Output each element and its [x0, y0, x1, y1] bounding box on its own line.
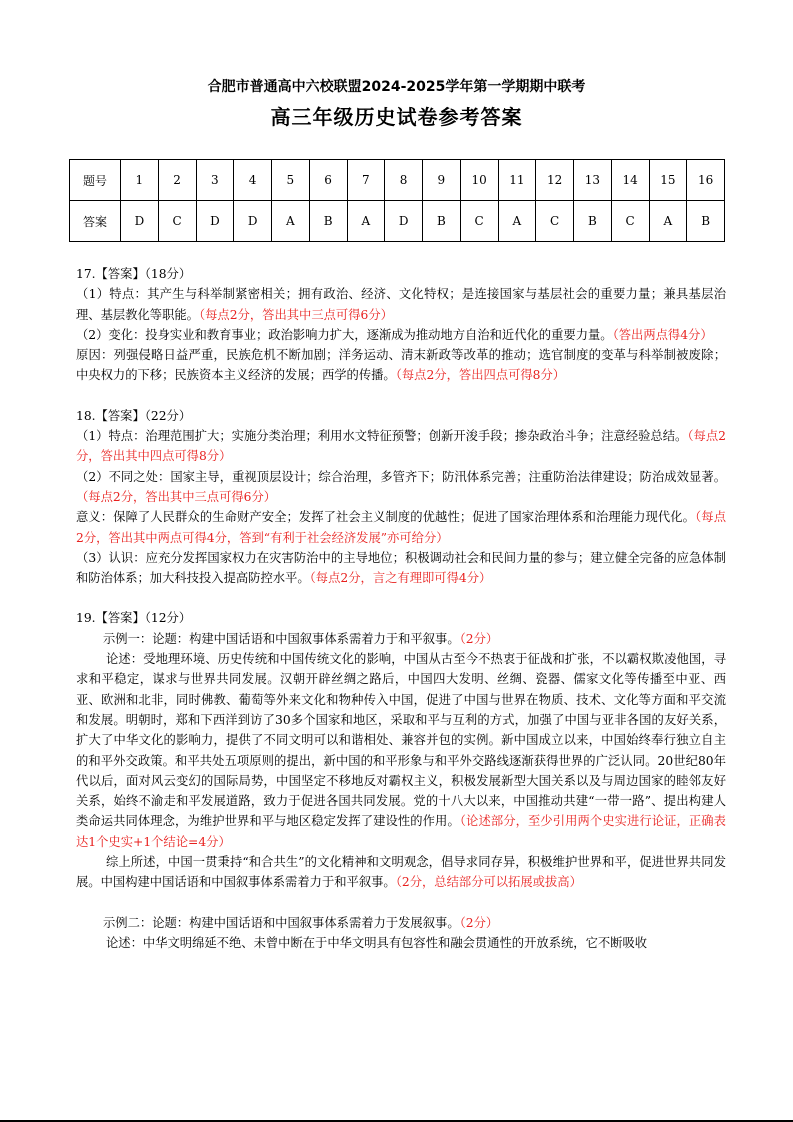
q19-example1-conclusion-scoring: （2分，总结部分可以拓展或拔高） [395, 875, 582, 890]
answer-cell: B [574, 201, 612, 242]
question-number-cell: 1 [121, 160, 159, 201]
answer-cell: D [234, 201, 272, 242]
question-number-label: 题号 [70, 160, 121, 201]
q18-part2-scoring: （每点2分，答出其中三点可得6分） [76, 489, 277, 504]
answer-cell: A [498, 201, 536, 242]
q17-part3-scoring: （每点2分，答出四点可得8分） [395, 368, 566, 383]
q19-example1-conclusion: 综上所述，中国一贯秉持“和合共生”的文化精神和文明观念，倡导求同存异，积极维护世界和平，促进世界共同发展。中国构建中国话语和中国叙事体系需着力于和平叙事。（2分，总结部分可以拓展或拔高） [76, 855, 726, 890]
answer-cell: C [536, 201, 574, 242]
q18-part1-scoring: （每点2分，答出其中四点可得8分） [76, 429, 726, 464]
q18-part4-scoring: （每点2分，言之有理即可得4分） [309, 571, 492, 586]
q19-example2-thesis-scoring: （2分） [459, 915, 499, 930]
q18-part3: 意义：保障了人民群众的生命财产安全；发挥了社会主义制度的优越性；促进了国家治理体系和治理能力现代化。（每点2分，答出其中两点可得4分，答到“有利于社会经济发展”亦可给分） [76, 510, 726, 545]
q18-part1: （1）特点：治理范围扩大；实施分类治理；利用水文特征预警；创新开浚手段；掺杂政治斗争；注意经验总结。（每点2分，答出其中四点可得8分） [76, 429, 726, 464]
question-number-cell: 7 [347, 160, 385, 201]
q18-heading: 18.【答案】（22分） [76, 408, 192, 423]
question-number-cell: 2 [158, 160, 196, 201]
answer-cell: B [423, 201, 461, 242]
q19-example1-thesis-scoring: （2分） [459, 631, 499, 646]
q18-part3-scoring: （每点2分，答出其中两点可得4分，答到“有利于社会经济发展”亦可给分） [76, 510, 726, 545]
question-number-cell: 6 [309, 160, 347, 201]
answer-cell: D [121, 201, 159, 242]
answer-table [69, 159, 725, 242]
answer-cell: A [347, 201, 385, 242]
q17-part2: （2）变化：投身实业和教育事业；政治影响力扩大，逐渐成为推动地方自治和近代化的重要力量。（答出两点得4分） [76, 327, 713, 342]
q18-part4: （3）认识：应充分发挥国家权力在灾害防治中的主导地位；积极调动社会和民间力量的参与；建立健全完备的应急体制和防治体系；加大科技投入提高防控水平。（每点2分，言之有理即可得4分） [76, 550, 726, 586]
answer-label: 答案 [70, 201, 121, 242]
answer-cell: A [272, 201, 310, 242]
answer-cell: C [460, 201, 498, 242]
q19-example1-thesis: 示例一：论题：构建中国话语和中国叙事体系需着力于和平叙事。（2分） [103, 631, 499, 646]
q18-part2: （2）不同之处：国家主导，重视顶层设计；综合治理，多管齐下；防汛体系完善；注重防治法律建设；防治成效显著。（每点2分，答出其中三点可得6分） [76, 469, 726, 504]
q19-example1-body: 论述：受地理环境、历史传统和中国传统文化的影响，中国从古至今不热衷于征战和扩张，不以霸权欺凌他国，寻求和平稳定，谋求与世界共同发展。汉朝开辟丝绸之路后，中国四大发明、丝绸、瓷器、儒家文化等传播至中亚、西亚、欧洲和北非，同时佛教、葡萄等外来文化和物种传入中国，促进了中国与世界在物质、技术、文化等方面和平交流和发展。明朝时，郑和下西洋到访了30多个国家和地区，采取和平与互利的方式，加强了中国与亚非各国的友好关系，扩大了中华文化的影响力，提供了不同文明可以和谐相处、兼容并包的实例。新中国成立以来，中国始终奉行独立自主的和平外交政策。和平共处五项原则的提出，新中国的和平形象与和平外交路线逐渐获得世界的广泛认同。20世纪80年代以后，面对风云变幻的国际局势，中国坚定不移地反对霸权主义，积极发展新型大国关系以及与周边国家的睦邻友好关系，始终不渝走和平发展道路，致力于促进各国共同发展。党的十八大以来，中国推动共建“一带一路”、提出构建人类命运共同体理念，为维护世界和平与地区稳定发挥了建设性的作用。（论述部分，至少引用两个史实进行论证，正确表达1个史实+1个结论=4分） [76, 652, 726, 849]
q19-example2-thesis: 示例二：论题：构建中国话语和中国叙事体系需着力于发展叙事。（2分） [103, 915, 499, 930]
question-number-cell: 5 [272, 160, 310, 201]
q17-part1: （1）特点：其产生与科举制紧密相关；拥有政治、经济、文化特权；是连接国家与基层社会的重要力量；兼具基层治理、基层教化等职能。（每点2分，答出其中三点可得6分） [76, 287, 726, 322]
question-number-cell: 15 [649, 160, 687, 201]
question-number-cell: 11 [498, 160, 536, 201]
question-number-cell: 10 [460, 160, 498, 201]
question-number-cell: 16 [687, 160, 725, 201]
question-number-cell: 9 [423, 160, 461, 201]
answer-cell: C [158, 201, 196, 242]
answer-key-title: 高三年级历史试卷参考答案 [270, 105, 523, 129]
question-number-cell: 14 [611, 160, 649, 201]
answer-cell: D [196, 201, 234, 242]
q19-example2-body: 论述：中华文明绵延不绝、未曾中断在于中华文明具有包容性和融会贯通性的开放系统，它不断吸收 [106, 935, 648, 950]
answer-row [70, 201, 725, 242]
answer-cell: C [611, 201, 649, 242]
question-number-cell: 3 [196, 160, 234, 201]
question-number-cell: 12 [536, 160, 574, 201]
answer-content [76, 264, 726, 953]
q19-heading: 19.【答案】（12分） [76, 611, 192, 626]
exam-title: 合肥市普通高中六校联盟2024-2025学年第一学期期中联考 [207, 79, 586, 95]
question-number-cell: 13 [574, 160, 612, 201]
q17-part2-scoring: （答出两点得4分） [612, 327, 713, 342]
answer-cell: A [649, 201, 687, 242]
answer-cell: D [385, 201, 423, 242]
question-number-cell: 4 [234, 160, 272, 201]
question-number-cell: 8 [385, 160, 423, 201]
q17-part1-scoring: （每点2分，答出其中三点可得6分） [198, 307, 393, 322]
answer-cell: B [687, 201, 725, 242]
q17-part3: 原因：列强侵略日益严重，民族危机不断加剧；洋务运动、清末新政等改革的推动；选官制度的变革与科举制被废除；中央权力的下移；民族资本主义经济的发展；西学的传播。（每点2分，答出四点可得8分） [76, 348, 726, 383]
answer-cell: B [309, 201, 347, 242]
q19-example1-body-scoring: （论述部分，至少引用两个史实进行论证，正确表达1个史实+1个结论=4分） [76, 814, 726, 849]
q17-heading: 17.【答案】（18分） [76, 267, 192, 281]
question-number-row [70, 160, 725, 201]
